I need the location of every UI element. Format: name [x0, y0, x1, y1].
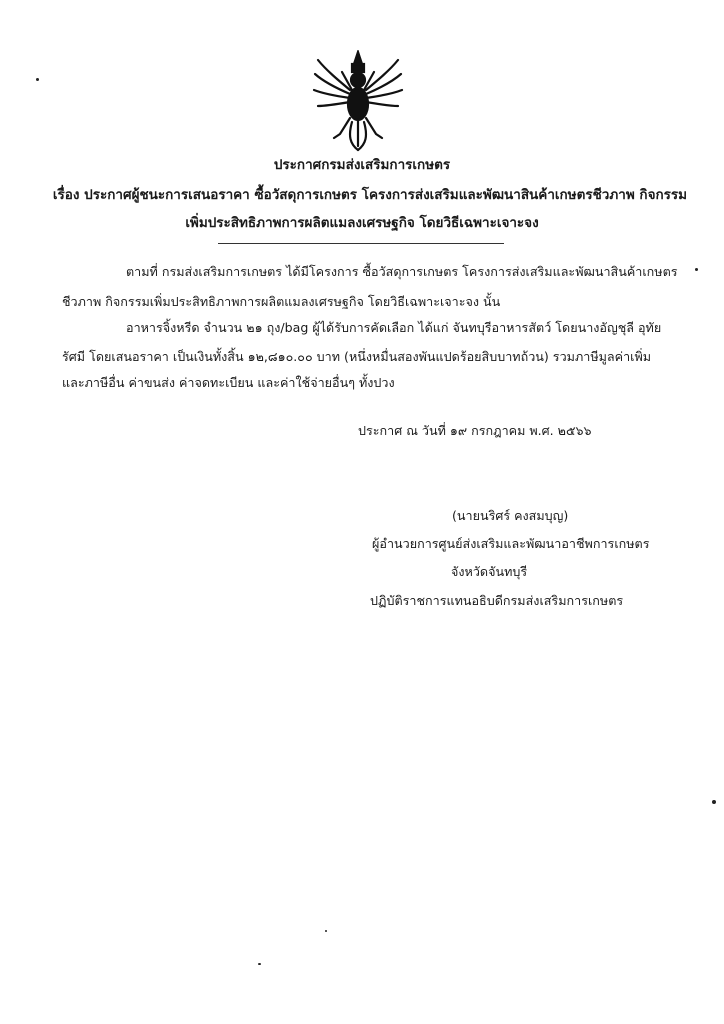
signatory-position-2: จังหวัดจันทบุรี [451, 564, 528, 579]
body-line-4: รัศมี โดยเสนอราคา เป็นเงินทั้งสิ้น ๑๒,๘๑๐.๐๐ บาท (หนึ่งหมื่นสองพันแปดร้อยสิบบาทถ้วน) รวมภาษีมูลค่าเพิ่ม [62, 349, 652, 364]
agency-heading: ประกาศกรมส่งเสริมการเกษตร [273, 157, 451, 173]
scan-speck [325, 930, 327, 932]
announcement-date: ประกาศ ณ วันที่ ๑๙ กรกฎาคม พ.ศ. ๒๕๖๖ [358, 423, 592, 438]
garuda-emblem-icon [312, 50, 404, 152]
signatory-position-1: ผู้อำนวยการศูนย์ส่งเสริมและพัฒนาอาชีพการเกษตร [372, 536, 650, 551]
divider-line [218, 243, 504, 244]
scan-speck [36, 78, 39, 81]
subject-line-2: เพิ่มประสิทธิภาพการผลิตแมลงเศรษฐกิจ โดยวิธีเฉพาะเจาะจง [185, 215, 539, 231]
signatory-position-3: ปฏิบัติราชการแทนอธิบดีกรมส่งเสริมการเกษตร [370, 593, 624, 608]
scan-speck [712, 800, 716, 804]
signatory-name: (นายนริศร์ คงสมบุญ) [452, 508, 569, 523]
body-line-2: ชีวภาพ กิจกรรมเพิ่มประสิทธิภาพการผลิตแมลงเศรษฐกิจ โดยวิธีเฉพาะเจาะจง นั้น [62, 294, 501, 309]
scan-speck [695, 268, 698, 271]
body-line-5: และภาษีอื่น ค่าขนส่ง ค่าจดทะเบียน และค่าใช้จ่ายอื่นๆ ทั้งปวง [62, 375, 395, 390]
body-line-3: อาหารจิ้งหรีด จำนวน ๒๑ ถุง/bag ผู้ได้รับการคัดเลือก ได้แก่ จันทบุรีอาหารสัตว์ โดยนางอัญชุลี อุทัย [126, 320, 662, 335]
subject-line-1: เรื่อง ประกาศผู้ชนะการเสนอราคา ซื้อวัสดุการเกษตร โครงการส่งเสริมและพัฒนาสินค้าเกษตรชีวภาพ กิจกรรม [52, 187, 688, 203]
scan-speck [258, 963, 261, 965]
body-line-1: ตามที่ กรมส่งเสริมการเกษตร ได้มีโครงการ ซื้อวัสดุการเกษตร โครงการส่งเสริมและพัฒนาสินค้าเกษตร [126, 264, 678, 279]
